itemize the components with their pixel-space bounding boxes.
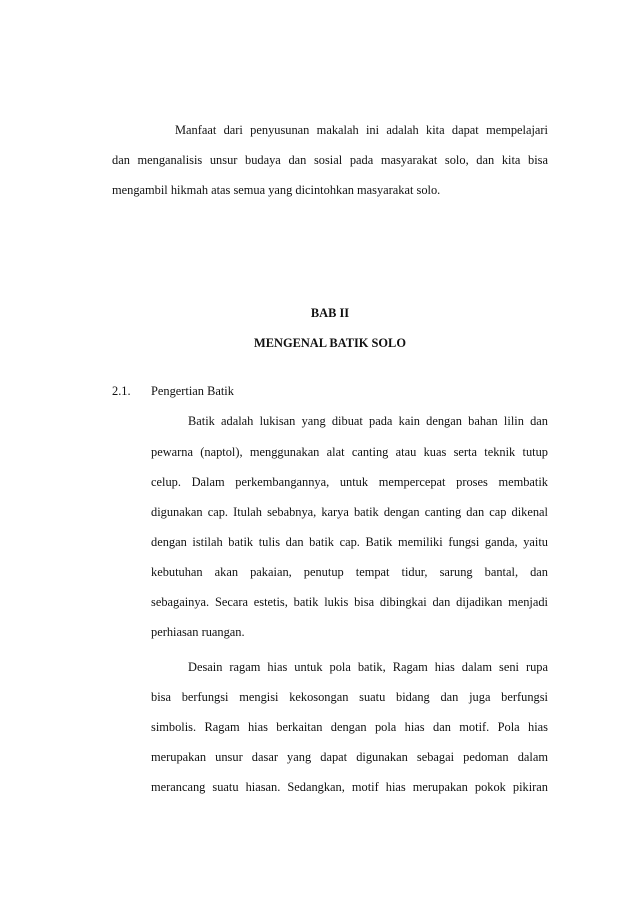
paragraph-2-line-1: Desain ragam hias untuk pola batik, Ragam hias dalam seni rupa xyxy=(188,660,548,674)
paragraph-1-line-4: digunakan cap. Itulah sebabnya, karya batik dengan canting dan cap dikenal xyxy=(151,505,548,519)
paragraph-2-line-3: simbolis. Ragam hias berkaitan dengan pola hias dan motif. Pola hias xyxy=(151,720,548,734)
paragraph-2-line-4: merupakan unsur dasar yang dapat digunakan sebagai pedoman dalam xyxy=(151,750,548,764)
section-number: 2.1. xyxy=(112,384,131,398)
section-title: Pengertian Batik xyxy=(151,384,234,398)
paragraph-2-line-5: merancang suatu hiasan. Sedangkan, motif hias merupakan pokok pikiran xyxy=(151,780,548,794)
paragraph-1-line-6: kebutuhan akan pakaian, penutup tempat tidur, sarung bantal, dan xyxy=(151,565,548,579)
paragraph-1-line-5: dengan istilah batik tulis dan batik cap. Batik memiliki fungsi ganda, yaitu xyxy=(151,535,548,549)
chapter-title: MENGENAL BATIK SOLO xyxy=(254,336,406,350)
intro-line-2: dan menganalisis unsur budaya dan sosial pada masyarakat solo, dan kita bisa xyxy=(112,153,548,167)
paragraph-1-line-1: Batik adalah lukisan yang dibuat pada kain dengan bahan lilin dan xyxy=(188,414,548,428)
paragraph-1-line-3: celup. Dalam perkembangannya, untuk mempercepat proses membatik xyxy=(151,475,548,489)
chapter-number: BAB II xyxy=(310,306,350,320)
paragraph-1-line-8: perhiasan ruangan. xyxy=(151,625,245,639)
paragraph-1-line-7: sebagainya. Secara estetis, batik lukis bisa dibingkai dan dijadikan menjadi xyxy=(151,595,548,609)
paragraph-2-line-2: bisa berfungsi mengisi kekosongan suatu bidang dan juga berfungsi xyxy=(151,690,548,704)
intro-line-1: Manfaat dari penyusunan makalah ini adalah kita dapat mempelajari xyxy=(175,123,548,137)
paragraph-1-line-2: pewarna (naptol), menggunakan alat canting atau kuas serta teknik tutup xyxy=(151,445,548,459)
intro-line-3: mengambil hikmah atas semua yang dicintohkan masyarakat solo. xyxy=(112,183,441,197)
